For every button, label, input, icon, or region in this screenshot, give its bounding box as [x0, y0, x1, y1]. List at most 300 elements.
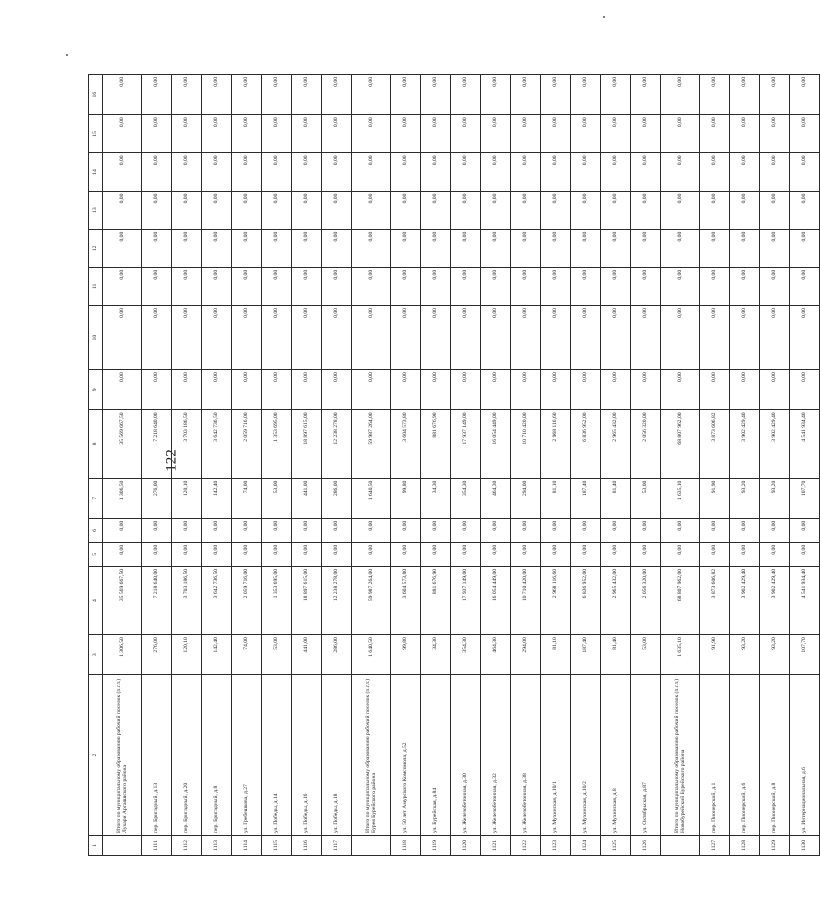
value-cell: 0,00 — [541, 267, 571, 305]
row-number-cell: 1119 — [421, 835, 451, 855]
value-cell: 0,00 — [700, 229, 730, 267]
column-number: 2 — [89, 675, 103, 836]
value-cell: 0,00 — [142, 75, 172, 115]
value-cell: 53,00 — [262, 478, 292, 518]
value-cell: 0,00 — [352, 518, 391, 542]
value-cell: 0,00 — [631, 306, 661, 370]
value-cell: 187,40 — [571, 635, 601, 675]
column-number: 6 — [89, 518, 103, 542]
value-cell: 0,00 — [142, 518, 172, 542]
value-cell: 0,00 — [481, 75, 511, 115]
value-cell: 3 703 186,50 — [172, 410, 202, 478]
value-cell: 0,00 — [661, 306, 700, 370]
value-cell: 0,00 — [760, 306, 790, 370]
value-cell: 0,00 — [322, 542, 352, 566]
value-cell: 0,00 — [511, 75, 541, 115]
value-cell: 0,00 — [292, 306, 322, 370]
value-cell: 10 710 420,00 — [511, 410, 541, 478]
value-cell: 99,80 — [391, 635, 421, 675]
value-cell: 0,00 — [790, 306, 820, 370]
value-cell: 0,00 — [391, 153, 421, 191]
value-cell: 0,00 — [172, 306, 202, 370]
value-cell: 0,00 — [700, 306, 730, 370]
value-cell: 0,00 — [571, 153, 601, 191]
value-cell: 34,30 — [421, 478, 451, 518]
value-cell: 0,00 — [352, 370, 391, 410]
value-cell: 93,20 — [730, 635, 760, 675]
row-number-cell: 1123 — [541, 835, 571, 855]
value-cell: 0,00 — [202, 229, 232, 267]
row-number-cell: 1111 — [142, 835, 172, 855]
value-cell: 0,00 — [352, 191, 391, 229]
table-row — [481, 75, 511, 856]
column-number: 9 — [89, 370, 103, 410]
value-cell: 0,00 — [571, 229, 601, 267]
table-row — [571, 75, 601, 856]
table-row — [172, 75, 202, 856]
value-cell: 0,00 — [730, 306, 760, 370]
value-cell: 0,00 — [451, 191, 481, 229]
value-cell: 0,00 — [631, 518, 661, 542]
value-cell: 881 676,90 — [421, 410, 451, 478]
value-cell: 0,00 — [103, 370, 142, 410]
value-cell: 2 059 716,00 — [232, 410, 262, 478]
value-cell: 0,00 — [451, 229, 481, 267]
value-cell: 0,00 — [631, 370, 661, 410]
row-number-cell: 1128 — [730, 835, 760, 855]
value-cell: 53,00 — [262, 635, 292, 675]
value-cell: 16 054 449,00 — [481, 410, 511, 478]
value-cell: 0,00 — [202, 518, 232, 542]
value-cell: 2 056 320,00 — [631, 566, 661, 634]
table-row — [511, 75, 541, 856]
value-cell: 0,00 — [541, 153, 571, 191]
column-number: 1 — [89, 835, 103, 855]
value-cell: 0,00 — [790, 229, 820, 267]
value-cell: 0,00 — [322, 306, 352, 370]
value-cell: 0,00 — [262, 191, 292, 229]
column-number: 10 — [89, 306, 103, 370]
value-cell: 0,00 — [292, 153, 322, 191]
address-cell: пер. Пионерский, д.1 — [700, 675, 730, 836]
value-cell: 0,00 — [760, 115, 790, 153]
value-cell: 0,00 — [760, 75, 790, 115]
value-cell: 0,00 — [571, 75, 601, 115]
address-cell: ул. Интернациональная, д.6 — [790, 675, 820, 836]
value-cell: 0,00 — [790, 191, 820, 229]
value-cell: 0,00 — [511, 542, 541, 566]
value-cell: 12 238 278,00 — [322, 566, 352, 634]
value-cell: 0,00 — [730, 518, 760, 542]
value-cell: 0,00 — [232, 229, 262, 267]
address-cell: ул. Железобетонная, д.30 — [451, 675, 481, 836]
row-number-cell: 1117 — [322, 835, 352, 855]
value-cell: 286,00 — [322, 478, 352, 518]
table-row — [421, 75, 451, 856]
value-cell: 0,00 — [232, 115, 262, 153]
subtotal-label-cell: Итого по муниципальному образованию рабочий поселок (п.г.т.) Бурея Бурейского района — [352, 675, 391, 836]
value-cell: 120,10 — [172, 478, 202, 518]
value-cell: 0,00 — [421, 370, 451, 410]
value-cell: 18 897 615,00 — [292, 410, 322, 478]
value-cell: 6 836 952,00 — [571, 566, 601, 634]
value-cell: 0,00 — [172, 75, 202, 115]
value-cell: 2 965 432,00 — [601, 410, 631, 478]
value-cell: 1 353 695,00 — [262, 410, 292, 478]
value-cell: 0,00 — [352, 542, 391, 566]
value-cell: 0,00 — [730, 115, 760, 153]
address-cell: ул. Победы, д.18 — [322, 675, 352, 836]
value-cell: 0,00 — [631, 267, 661, 305]
value-cell: 0,00 — [760, 542, 790, 566]
value-cell: 0,00 — [481, 153, 511, 191]
value-cell: 0,00 — [292, 115, 322, 153]
value-cell: 0,00 — [421, 229, 451, 267]
value-cell: 464,30 — [481, 635, 511, 675]
row-number-cell: 1124 — [571, 835, 601, 855]
address-cell: ул. Победы, д.16 — [292, 675, 322, 836]
column-number: 3 — [89, 635, 103, 675]
value-cell: 0,00 — [481, 518, 511, 542]
value-cell: 0,00 — [232, 542, 262, 566]
rotated-table-container — [88, 74, 808, 856]
value-cell: 0,00 — [601, 191, 631, 229]
value-cell: 0,00 — [352, 229, 391, 267]
value-cell: 0,00 — [730, 153, 760, 191]
value-cell: 0,00 — [730, 229, 760, 267]
value-cell: 0,00 — [481, 267, 511, 305]
value-cell: 1 353 695,00 — [262, 566, 292, 634]
row-number-cell: 1126 — [631, 835, 661, 855]
value-cell: 0,00 — [511, 229, 541, 267]
value-cell: 17 937 149,00 — [451, 566, 481, 634]
value-cell: 3 902 429,40 — [760, 410, 790, 478]
value-cell: 0,00 — [103, 306, 142, 370]
value-cell: 187,40 — [571, 478, 601, 518]
value-cell: 0,00 — [352, 267, 391, 305]
document-table-frame — [88, 74, 808, 856]
column-number: 15 — [89, 115, 103, 153]
value-cell: 2 056 320,00 — [631, 410, 661, 478]
value-cell: 4 541 934,40 — [790, 566, 820, 634]
value-cell: 35 569 667,50 — [103, 566, 142, 634]
value-cell: 1 306,50 — [103, 478, 142, 518]
value-cell: 2 059 716,00 — [232, 566, 262, 634]
value-cell: 0,00 — [262, 542, 292, 566]
value-cell: 0,00 — [790, 370, 820, 410]
value-cell: 0,00 — [103, 267, 142, 305]
value-cell: 0,00 — [541, 542, 571, 566]
column-number: 14 — [89, 153, 103, 191]
address-cell: ул. Железобетонная, д.32 — [481, 675, 511, 836]
value-cell: 0,00 — [142, 229, 172, 267]
value-cell: 0,00 — [292, 518, 322, 542]
value-cell: 3 604 573,80 — [391, 566, 421, 634]
value-cell: 0,00 — [601, 370, 631, 410]
value-cell: 286,00 — [322, 635, 352, 675]
table-row — [790, 75, 820, 856]
value-cell: 0,00 — [571, 518, 601, 542]
value-cell: 0,00 — [262, 115, 292, 153]
value-cell: 0,00 — [292, 542, 322, 566]
value-cell: 68 807 962,00 — [661, 410, 700, 478]
column-number: 4 — [89, 566, 103, 634]
table-row — [202, 75, 232, 856]
value-cell: 0,00 — [541, 75, 571, 115]
value-cell: 0,00 — [322, 191, 352, 229]
value-cell: 0,00 — [103, 153, 142, 191]
value-cell: 0,00 — [601, 518, 631, 542]
value-cell: 0,00 — [172, 115, 202, 153]
value-cell: 0,00 — [511, 306, 541, 370]
value-cell: 881 676,90 — [421, 566, 451, 634]
value-cell: 354,30 — [451, 635, 481, 675]
value-cell: 4 541 934,40 — [790, 410, 820, 478]
value-cell: 0,00 — [730, 191, 760, 229]
value-cell: 0,00 — [103, 75, 142, 115]
table-row — [631, 75, 661, 856]
address-cell: ул. Октябрьская, д.87 — [631, 675, 661, 836]
value-cell: 0,00 — [142, 267, 172, 305]
value-cell: 0,00 — [172, 370, 202, 410]
value-cell: 0,00 — [262, 153, 292, 191]
table-row — [700, 75, 730, 856]
row-number-cell — [103, 835, 142, 855]
value-cell: 0,00 — [571, 542, 601, 566]
value-cell: 2 965 432,00 — [601, 566, 631, 634]
value-cell: 0,00 — [730, 370, 760, 410]
row-number-cell — [661, 835, 700, 855]
table-row — [262, 75, 292, 856]
value-cell: 0,00 — [541, 115, 571, 153]
value-cell: 0,00 — [511, 191, 541, 229]
value-cell: 0,00 — [421, 191, 451, 229]
value-cell: 0,00 — [232, 306, 262, 370]
value-cell: 0,00 — [232, 518, 262, 542]
value-cell: 0,00 — [700, 191, 730, 229]
value-cell: 0,00 — [661, 229, 700, 267]
value-cell: 3 873 606,82 — [700, 410, 730, 478]
value-cell: 0,00 — [790, 518, 820, 542]
value-cell: 0,00 — [202, 191, 232, 229]
value-cell: 0,00 — [322, 75, 352, 115]
value-cell: 0,00 — [262, 267, 292, 305]
value-cell: 0,00 — [790, 267, 820, 305]
row-number-cell: 1129 — [760, 835, 790, 855]
value-cell: 0,00 — [103, 518, 142, 542]
value-cell: 0,00 — [571, 370, 601, 410]
value-cell: 142,40 — [202, 635, 232, 675]
table-row — [451, 75, 481, 856]
table-row — [292, 75, 322, 856]
value-cell: 0,00 — [292, 229, 322, 267]
value-cell: 0,00 — [511, 267, 541, 305]
value-cell: 276,00 — [142, 635, 172, 675]
value-cell: 0,00 — [481, 191, 511, 229]
value-cell: 0,00 — [481, 229, 511, 267]
table-row — [760, 75, 790, 856]
value-cell: 0,00 — [352, 115, 391, 153]
value-cell: 0,00 — [322, 229, 352, 267]
value-cell: 0,00 — [391, 267, 421, 305]
value-cell: 0,00 — [700, 542, 730, 566]
value-cell: 0,00 — [232, 153, 262, 191]
value-cell: 0,00 — [661, 370, 700, 410]
value-cell: 0,00 — [421, 75, 451, 115]
subtotal-row — [103, 75, 142, 856]
value-cell: 0,00 — [661, 115, 700, 153]
value-cell: 0,00 — [322, 153, 352, 191]
value-cell: 91,90 — [700, 478, 730, 518]
value-cell: 0,00 — [421, 153, 451, 191]
table-row — [232, 75, 262, 856]
column-number: 13 — [89, 191, 103, 229]
value-cell: 0,00 — [262, 75, 292, 115]
value-cell: 0,00 — [481, 115, 511, 153]
value-cell: 0,00 — [202, 542, 232, 566]
value-cell: 0,00 — [481, 306, 511, 370]
value-cell: 0,00 — [661, 518, 700, 542]
value-cell: 0,00 — [571, 115, 601, 153]
value-cell: 0,00 — [142, 370, 172, 410]
value-cell: 74,00 — [232, 478, 262, 518]
value-cell: 0,00 — [511, 370, 541, 410]
value-cell: 3 902 429,40 — [730, 566, 760, 634]
value-cell: 0,00 — [232, 267, 262, 305]
value-cell: 0,00 — [142, 542, 172, 566]
column-number: 5 — [89, 542, 103, 566]
subtotal-label-cell: Итого по муниципальному образованию рабочий поселок (п.г.т.) Новобурейский Бурейского района — [661, 675, 700, 836]
row-number-cell: 1122 — [511, 835, 541, 855]
value-cell: 3 873 606,82 — [700, 566, 730, 634]
value-cell: 1 635,10 — [661, 635, 700, 675]
value-cell: 0,00 — [391, 542, 421, 566]
value-cell: 0,00 — [790, 153, 820, 191]
value-cell: 0,00 — [790, 75, 820, 115]
value-cell: 0,00 — [601, 267, 631, 305]
value-cell: 0,00 — [601, 115, 631, 153]
column-number: 12 — [89, 229, 103, 267]
value-cell: 0,00 — [481, 542, 511, 566]
subtotal-row — [352, 75, 391, 856]
value-cell: 0,00 — [172, 153, 202, 191]
address-cell: пер. Пионерский, д.8 — [760, 675, 790, 836]
value-cell: 81,40 — [601, 635, 631, 675]
value-cell: 3 703 186,50 — [172, 566, 202, 634]
value-cell: 10 710 420,00 — [511, 566, 541, 634]
value-cell: 3 642 736,50 — [202, 410, 232, 478]
value-cell: 53,00 — [631, 478, 661, 518]
value-cell: 0,00 — [391, 75, 421, 115]
value-cell: 0,00 — [322, 370, 352, 410]
value-cell: 0,00 — [322, 518, 352, 542]
table-row — [142, 75, 172, 856]
value-cell: 53,00 — [631, 635, 661, 675]
value-cell: 0,00 — [760, 518, 790, 542]
table-body — [103, 75, 820, 856]
value-cell: 99,80 — [391, 478, 421, 518]
value-cell: 0,00 — [700, 153, 730, 191]
value-cell: 0,00 — [322, 115, 352, 153]
subtotal-label-cell: Итого по муниципальному образованию рабочий поселок (п.г.т.) Лухари Аргаяшского района — [103, 675, 142, 836]
value-cell: 0,00 — [760, 370, 790, 410]
row-number-cell: 1116 — [292, 835, 322, 855]
value-cell: 7 218 640,00 — [142, 410, 172, 478]
value-cell: 93,20 — [760, 635, 790, 675]
value-cell: 0,00 — [541, 518, 571, 542]
value-cell: 0,00 — [760, 229, 790, 267]
value-cell: 0,00 — [451, 115, 481, 153]
address-cell: пер. Бригадный, д.20 — [172, 675, 202, 836]
value-cell: 276,00 — [142, 478, 172, 518]
address-cell: ул. Мухинская, д.10/2 — [571, 675, 601, 836]
value-cell: 0,00 — [172, 191, 202, 229]
value-cell: 354,30 — [451, 478, 481, 518]
value-cell: 0,00 — [730, 75, 760, 115]
value-cell: 2 968 116,60 — [541, 410, 571, 478]
table-row — [730, 75, 760, 856]
value-cell: 0,00 — [391, 306, 421, 370]
value-cell: 0,00 — [103, 542, 142, 566]
value-cell: 0,00 — [601, 75, 631, 115]
value-cell: 107,70 — [790, 635, 820, 675]
value-cell: 0,00 — [172, 518, 202, 542]
housing-fund-table — [88, 74, 820, 856]
value-cell: 0,00 — [730, 267, 760, 305]
value-cell: 59 987 264,00 — [352, 566, 391, 634]
value-cell: 0,00 — [601, 153, 631, 191]
value-cell: 0,00 — [730, 542, 760, 566]
value-cell: 0,00 — [601, 229, 631, 267]
column-number: 11 — [89, 267, 103, 305]
value-cell: 0,00 — [511, 518, 541, 542]
value-cell: 0,00 — [631, 191, 661, 229]
address-cell: ул. Мухинская, д.10/1 — [541, 675, 571, 836]
value-cell: 1 635,10 — [661, 478, 700, 518]
scan-speck — [603, 16, 605, 18]
value-cell: 0,00 — [142, 153, 172, 191]
column-number: 7 — [89, 478, 103, 518]
value-cell: 81,10 — [541, 478, 571, 518]
value-cell: 0,00 — [700, 75, 730, 115]
value-cell: 0,00 — [700, 115, 730, 153]
value-cell: 0,00 — [262, 229, 292, 267]
value-cell: 0,00 — [760, 267, 790, 305]
value-cell: 0,00 — [451, 75, 481, 115]
scan-speck — [66, 54, 68, 56]
value-cell: 0,00 — [661, 267, 700, 305]
value-cell: 120,10 — [172, 635, 202, 675]
value-cell: 0,00 — [202, 75, 232, 115]
value-cell: 0,00 — [142, 115, 172, 153]
value-cell: 0,00 — [292, 267, 322, 305]
address-cell: ул. 50 лет Амурского Комсомола, д.52 — [391, 675, 421, 836]
value-cell: 3 642 736,50 — [202, 566, 232, 634]
row-number-cell: 1113 — [202, 835, 232, 855]
column-number: 16 — [89, 75, 103, 115]
value-cell: 0,00 — [391, 229, 421, 267]
value-cell: 0,00 — [202, 267, 232, 305]
value-cell: 294,00 — [511, 478, 541, 518]
value-cell: 0,00 — [391, 518, 421, 542]
value-cell: 0,00 — [541, 191, 571, 229]
value-cell: 0,00 — [790, 542, 820, 566]
value-cell: 0,00 — [232, 75, 262, 115]
value-cell: 0,00 — [421, 518, 451, 542]
page-number: 122 — [163, 449, 180, 472]
value-cell: 0,00 — [700, 518, 730, 542]
address-cell: ул. Гребешкова, д.27 — [232, 675, 262, 836]
